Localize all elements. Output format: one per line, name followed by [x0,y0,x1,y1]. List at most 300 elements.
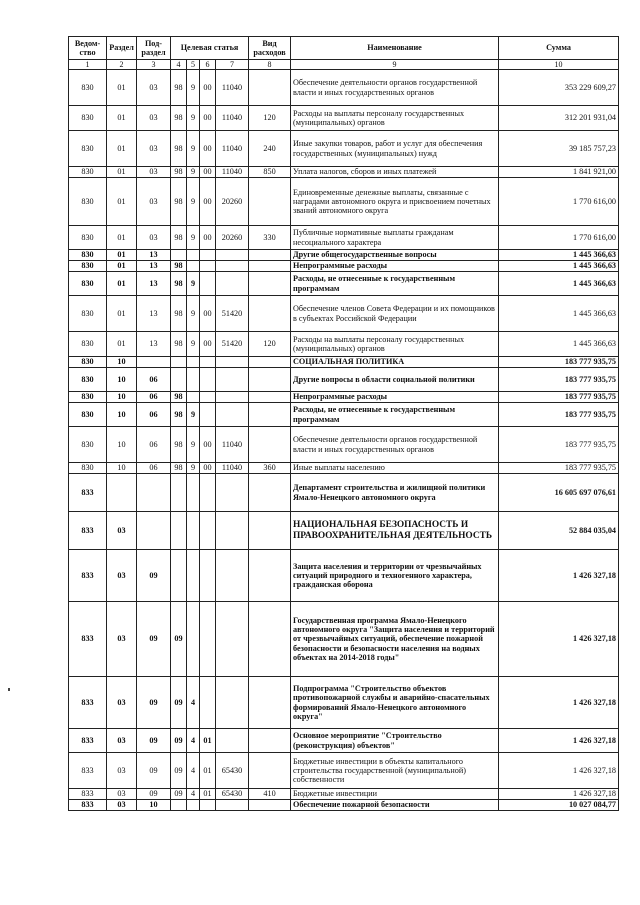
cell-summa: 1 426 327,18 [499,729,619,753]
table-row [69,226,619,250]
cell-subprogram: 4 [187,789,200,800]
cell-vedomstvo: 833 [69,512,107,550]
cell-razdel: 03 [107,512,137,550]
cell-razdel: 01 [107,261,137,272]
cell-naimenovanie: Расходы на выплаты персоналу государственных (муниципальных) органов [291,332,499,357]
cell-direction [216,403,249,427]
cell-direction [216,357,249,368]
cell-vedomstvo: 830 [69,106,107,131]
cell-vid-raskhodov [249,178,291,226]
cell-direction: 11040 [216,167,249,178]
cell-vid-raskhodov: 410 [249,789,291,800]
cell-vid-raskhodov [249,800,291,811]
cell-vedomstvo: 830 [69,332,107,357]
cell-vid-raskhodov [249,261,291,272]
cell-podrazdel: 13 [137,296,171,332]
cell-razdel: 01 [107,131,137,167]
cell-vedomstvo: 830 [69,178,107,226]
cell-podrazdel: 13 [137,261,171,272]
cell-naimenovanie: Государственная программа Ямало-Ненецкого автономного округа "Защита населения и территорий от чрезвычайных ситуаций, обеспечение пожарной безопасности и безопасности населения на водных объектах на 2014-2018 годы" [291,602,499,677]
table-row [69,789,619,800]
header-vid-raskhodov: Вид расходов [249,37,291,60]
cell-subprogram: 4 [187,677,200,729]
cell-subprogram: 4 [187,729,200,753]
table-row [69,602,619,677]
cell-razdel: 10 [107,463,137,474]
column-number: 2 [107,60,137,70]
cell-summa: 10 027 084,77 [499,800,619,811]
column-number: 6 [200,60,216,70]
cell-summa: 312 201 931,04 [499,106,619,131]
cell-direction [216,392,249,403]
cell-direction: 11040 [216,106,249,131]
cell-naimenovanie: Непрограммные расходы [291,261,499,272]
cell-summa: 183 777 935,75 [499,357,619,368]
cell-razdel: 10 [107,368,137,392]
cell-vedomstvo: 833 [69,474,107,512]
table-row [69,131,619,167]
cell-podrazdel [137,357,171,368]
cell-subprogram [187,800,200,811]
cell-naimenovanie: Расходы на выплаты персоналу государственных (муниципальных) органов [291,106,499,131]
cell-podrazdel: 13 [137,332,171,357]
cell-direction: 11040 [216,427,249,463]
cell-program: 09 [171,789,187,800]
table-row [69,357,619,368]
table-row [69,512,619,550]
cell-vid-raskhodov: 330 [249,226,291,250]
table-row [69,250,619,261]
header-naimenovanie: Наименование [291,37,499,60]
cell-naimenovanie: Подпрограмма "Строительство объектов противопожарной службы и аварийно-спасательных формирований Ямало-Ненецкого автономного округа" [291,677,499,729]
cell-razdel [107,474,137,512]
cell-event [200,403,216,427]
cell-event: 00 [200,226,216,250]
cell-program [171,474,187,512]
cell-podrazdel: 06 [137,403,171,427]
cell-razdel: 01 [107,332,137,357]
cell-razdel: 01 [107,178,137,226]
cell-summa: 183 777 935,75 [499,368,619,392]
cell-subprogram [187,602,200,677]
cell-vid-raskhodov [249,602,291,677]
cell-vid-raskhodov [249,272,291,296]
cell-vid-raskhodov: 120 [249,106,291,131]
cell-podrazdel: 03 [137,106,171,131]
budget-document [68,36,618,811]
column-number: 9 [291,60,499,70]
table-row [69,392,619,403]
cell-razdel: 01 [107,250,137,261]
table-row [69,427,619,463]
table-row [69,463,619,474]
cell-vedomstvo: 830 [69,296,107,332]
budget-table [68,36,619,811]
cell-event [200,550,216,602]
cell-summa: 1 426 327,18 [499,550,619,602]
cell-event: 00 [200,296,216,332]
table-row [69,167,619,178]
cell-vedomstvo: 830 [69,250,107,261]
cell-vid-raskhodov [249,392,291,403]
cell-vedomstvo: 830 [69,131,107,167]
cell-vid-raskhodov [249,357,291,368]
cell-vid-raskhodov [249,427,291,463]
cell-naimenovanie: Иные закупки товаров, работ и услуг для обеспечения государственных (муниципальных) нужд [291,131,499,167]
cell-vedomstvo: 830 [69,226,107,250]
cell-program: 98 [171,131,187,167]
cell-direction [216,800,249,811]
cell-event [200,677,216,729]
cell-summa: 52 884 035,04 [499,512,619,550]
cell-direction: 20260 [216,178,249,226]
cell-program [171,250,187,261]
cell-summa: 1 445 366,63 [499,332,619,357]
cell-program: 98 [171,403,187,427]
cell-vid-raskhodov [249,70,291,106]
cell-razdel: 10 [107,427,137,463]
cell-direction: 11040 [216,131,249,167]
table-row [69,753,619,789]
column-number: 10 [499,60,619,70]
cell-program: 98 [171,463,187,474]
cell-vid-raskhodov [249,550,291,602]
cell-event [200,261,216,272]
column-number: 5 [187,60,200,70]
cell-vid-raskhodov [249,368,291,392]
header-podrazdel: Под-раздел [137,37,171,60]
cell-event [200,474,216,512]
cell-razdel: 03 [107,753,137,789]
cell-event [200,392,216,403]
cell-vid-raskhodov [249,677,291,729]
cell-direction [216,729,249,753]
cell-summa: 1 426 327,18 [499,602,619,677]
cell-direction [216,602,249,677]
cell-subprogram: 9 [187,131,200,167]
cell-vid-raskhodov: 240 [249,131,291,167]
cell-summa: 1 770 616,00 [499,178,619,226]
table-row [69,296,619,332]
cell-program: 98 [171,392,187,403]
cell-naimenovanie: Бюджетные инвестиции [291,789,499,800]
cell-razdel: 01 [107,106,137,131]
cell-podrazdel [137,512,171,550]
cell-vedomstvo: 830 [69,167,107,178]
table-row [69,332,619,357]
cell-subprogram: 9 [187,332,200,357]
column-number-row [69,60,619,70]
cell-razdel: 10 [107,357,137,368]
cell-direction [216,261,249,272]
cell-vid-raskhodov: 850 [249,167,291,178]
cell-subprogram: 9 [187,463,200,474]
cell-razdel: 01 [107,296,137,332]
cell-subprogram [187,261,200,272]
cell-vedomstvo: 833 [69,550,107,602]
cell-podrazdel: 06 [137,463,171,474]
cell-vid-raskhodov [249,474,291,512]
cell-naimenovanie: Обеспечение деятельности органов государственной власти и иных государственных органов [291,427,499,463]
table-row [69,729,619,753]
cell-direction: 11040 [216,463,249,474]
cell-naimenovanie: СОЦИАЛЬНАЯ ПОЛИТИКА [291,357,499,368]
cell-naimenovanie: Иные выплаты населению [291,463,499,474]
cell-summa: 1 445 366,63 [499,250,619,261]
cell-direction [216,368,249,392]
cell-naimenovanie: НАЦИОНАЛЬНАЯ БЕЗОПАСНОСТЬ И ПРАВООХРАНИТЕЛЬНАЯ ДЕЯТЕЛЬНОСТЬ [291,512,499,550]
cell-vid-raskhodov [249,512,291,550]
cell-program: 98 [171,167,187,178]
cell-vedomstvo: 830 [69,403,107,427]
cell-direction: 20260 [216,226,249,250]
cell-subprogram: 9 [187,403,200,427]
cell-podrazdel [137,474,171,512]
cell-program: 09 [171,729,187,753]
cell-summa: 353 229 609,27 [499,70,619,106]
cell-event: 00 [200,70,216,106]
cell-program: 98 [171,226,187,250]
cell-summa: 1 426 327,18 [499,753,619,789]
table-row [69,800,619,811]
cell-summa: 1 445 366,63 [499,261,619,272]
cell-subprogram: 9 [187,178,200,226]
cell-subprogram [187,368,200,392]
cell-program: 09 [171,753,187,789]
cell-subprogram [187,512,200,550]
cell-event: 01 [200,729,216,753]
cell-vedomstvo: 833 [69,800,107,811]
cell-direction [216,512,249,550]
cell-summa: 16 605 697 076,61 [499,474,619,512]
margin-mark [8,688,10,691]
cell-program [171,800,187,811]
cell-naimenovanie: Обеспечение деятельности органов государственной власти и иных государственных органов [291,70,499,106]
table-row [69,261,619,272]
cell-vid-raskhodov [249,403,291,427]
cell-summa: 183 777 935,75 [499,427,619,463]
cell-podrazdel: 03 [137,70,171,106]
cell-summa: 183 777 935,75 [499,463,619,474]
cell-program: 09 [171,602,187,677]
cell-event: 01 [200,789,216,800]
cell-vid-raskhodov [249,753,291,789]
column-number: 7 [216,60,249,70]
cell-program: 09 [171,677,187,729]
cell-program: 98 [171,296,187,332]
cell-vedomstvo: 833 [69,753,107,789]
cell-summa: 1 841 921,00 [499,167,619,178]
cell-vedomstvo: 833 [69,677,107,729]
header-tselevaya-statya: Целевая статья [171,37,249,60]
cell-event [200,272,216,296]
cell-program: 98 [171,272,187,296]
cell-event: 00 [200,106,216,131]
cell-podrazdel: 06 [137,392,171,403]
table-row [69,474,619,512]
cell-razdel: 01 [107,70,137,106]
header-vedomstvo: Ведом-ство [69,37,107,60]
cell-naimenovanie: Обеспечение пожарной безопасности [291,800,499,811]
cell-vid-raskhodov [249,729,291,753]
cell-summa: 1 445 366,63 [499,296,619,332]
cell-program: 98 [171,178,187,226]
cell-podrazdel: 13 [137,250,171,261]
cell-event: 00 [200,427,216,463]
cell-podrazdel: 06 [137,368,171,392]
cell-subprogram [187,357,200,368]
cell-naimenovanie: Другие вопросы в области социальной политики [291,368,499,392]
cell-subprogram [187,474,200,512]
table-row [69,368,619,392]
cell-program: 98 [171,332,187,357]
table-row [69,178,619,226]
cell-podrazdel: 09 [137,602,171,677]
cell-naimenovanie: Основное мероприятие "Строительство (реконструкция) объектов" [291,729,499,753]
cell-naimenovanie: Другие общегосударственные вопросы [291,250,499,261]
cell-subprogram [187,550,200,602]
cell-podrazdel: 03 [137,131,171,167]
cell-direction [216,272,249,296]
cell-podrazdel: 13 [137,272,171,296]
cell-naimenovanie: Уплата налогов, сборов и иных платежей [291,167,499,178]
cell-program [171,368,187,392]
cell-direction: 51420 [216,296,249,332]
cell-naimenovanie: Единовременные денежные выплаты, связанные с наградами автономного округа и присвоением почетных званий автономного округа [291,178,499,226]
cell-naimenovanie: Защита населения и территории от чрезвычайных ситуаций природного и техногенного характера, гражданская оборона [291,550,499,602]
cell-naimenovanie: Расходы, не отнесенные к государственным программам [291,403,499,427]
column-number: 4 [171,60,187,70]
cell-direction: 65430 [216,789,249,800]
cell-vedomstvo: 830 [69,463,107,474]
cell-podrazdel: 03 [137,226,171,250]
cell-naimenovanie: Департамент строительства и жилищной политики Ямало-Ненецкого автономного округа [291,474,499,512]
cell-podrazdel: 10 [137,800,171,811]
cell-podrazdel: 09 [137,789,171,800]
cell-podrazdel: 09 [137,550,171,602]
cell-naimenovanie: Публичные нормативные выплаты гражданам несоциального характера [291,226,499,250]
cell-podrazdel: 09 [137,729,171,753]
cell-program: 98 [171,261,187,272]
column-number: 8 [249,60,291,70]
cell-podrazdel: 03 [137,178,171,226]
cell-program [171,550,187,602]
cell-razdel: 10 [107,403,137,427]
cell-direction: 51420 [216,332,249,357]
cell-event [200,800,216,811]
cell-event [200,250,216,261]
header-razdel: Раздел [107,37,137,60]
cell-summa: 1 426 327,18 [499,789,619,800]
cell-program [171,512,187,550]
cell-subprogram: 9 [187,70,200,106]
cell-vid-raskhodov: 360 [249,463,291,474]
cell-subprogram: 9 [187,226,200,250]
header-summa: Сумма [499,37,619,60]
cell-razdel: 03 [107,602,137,677]
cell-subprogram: 4 [187,753,200,789]
cell-razdel: 01 [107,226,137,250]
cell-event: 01 [200,753,216,789]
cell-subprogram: 9 [187,106,200,131]
cell-direction [216,550,249,602]
cell-vid-raskhodov [249,296,291,332]
cell-subprogram: 9 [187,167,200,178]
cell-vedomstvo: 830 [69,368,107,392]
column-number: 3 [137,60,171,70]
cell-razdel: 03 [107,550,137,602]
cell-direction [216,250,249,261]
cell-podrazdel: 06 [137,427,171,463]
cell-vedomstvo: 833 [69,789,107,800]
cell-event [200,357,216,368]
table-row [69,550,619,602]
cell-razdel: 03 [107,789,137,800]
cell-program [171,357,187,368]
cell-naimenovanie: Расходы, не отнесенные к государственным программам [291,272,499,296]
cell-event [200,368,216,392]
cell-razdel: 10 [107,392,137,403]
cell-vedomstvo: 830 [69,261,107,272]
table-row [69,403,619,427]
cell-podrazdel: 03 [137,167,171,178]
cell-subprogram: 9 [187,272,200,296]
table-row [69,272,619,296]
cell-summa: 1 770 616,00 [499,226,619,250]
cell-razdel: 03 [107,729,137,753]
table-row [69,106,619,131]
cell-summa: 39 185 757,23 [499,131,619,167]
cell-vedomstvo: 830 [69,357,107,368]
cell-direction: 65430 [216,753,249,789]
cell-vid-raskhodov [249,250,291,261]
cell-vedomstvo: 830 [69,70,107,106]
cell-event: 00 [200,463,216,474]
cell-podrazdel: 09 [137,753,171,789]
cell-vedomstvo: 833 [69,602,107,677]
cell-summa: 1 445 366,63 [499,272,619,296]
cell-naimenovanie: Непрограммные расходы [291,392,499,403]
cell-vedomstvo: 833 [69,729,107,753]
cell-event [200,602,216,677]
cell-subprogram: 9 [187,296,200,332]
cell-vedomstvo: 830 [69,272,107,296]
cell-event: 00 [200,131,216,167]
cell-event [200,512,216,550]
cell-vedomstvo: 830 [69,427,107,463]
cell-naimenovanie: Обеспечение членов Совета Федерации и их помощников в субъектах Российской Федерации [291,296,499,332]
cell-podrazdel: 09 [137,677,171,729]
cell-naimenovanie: Бюджетные инвестиции в объекты капитального строительства государственной (муниципальной) собственности [291,753,499,789]
cell-program: 98 [171,106,187,131]
cell-summa: 183 777 935,75 [499,392,619,403]
cell-subprogram [187,392,200,403]
cell-razdel: 01 [107,167,137,178]
cell-event: 00 [200,178,216,226]
cell-program: 98 [171,427,187,463]
cell-razdel: 03 [107,800,137,811]
cell-summa: 1 426 327,18 [499,677,619,729]
cell-vedomstvo: 830 [69,392,107,403]
column-number: 1 [69,60,107,70]
cell-direction [216,474,249,512]
cell-razdel: 03 [107,677,137,729]
cell-subprogram: 9 [187,427,200,463]
cell-program: 98 [171,70,187,106]
cell-event: 00 [200,167,216,178]
cell-vid-raskhodov: 120 [249,332,291,357]
cell-direction: 11040 [216,70,249,106]
